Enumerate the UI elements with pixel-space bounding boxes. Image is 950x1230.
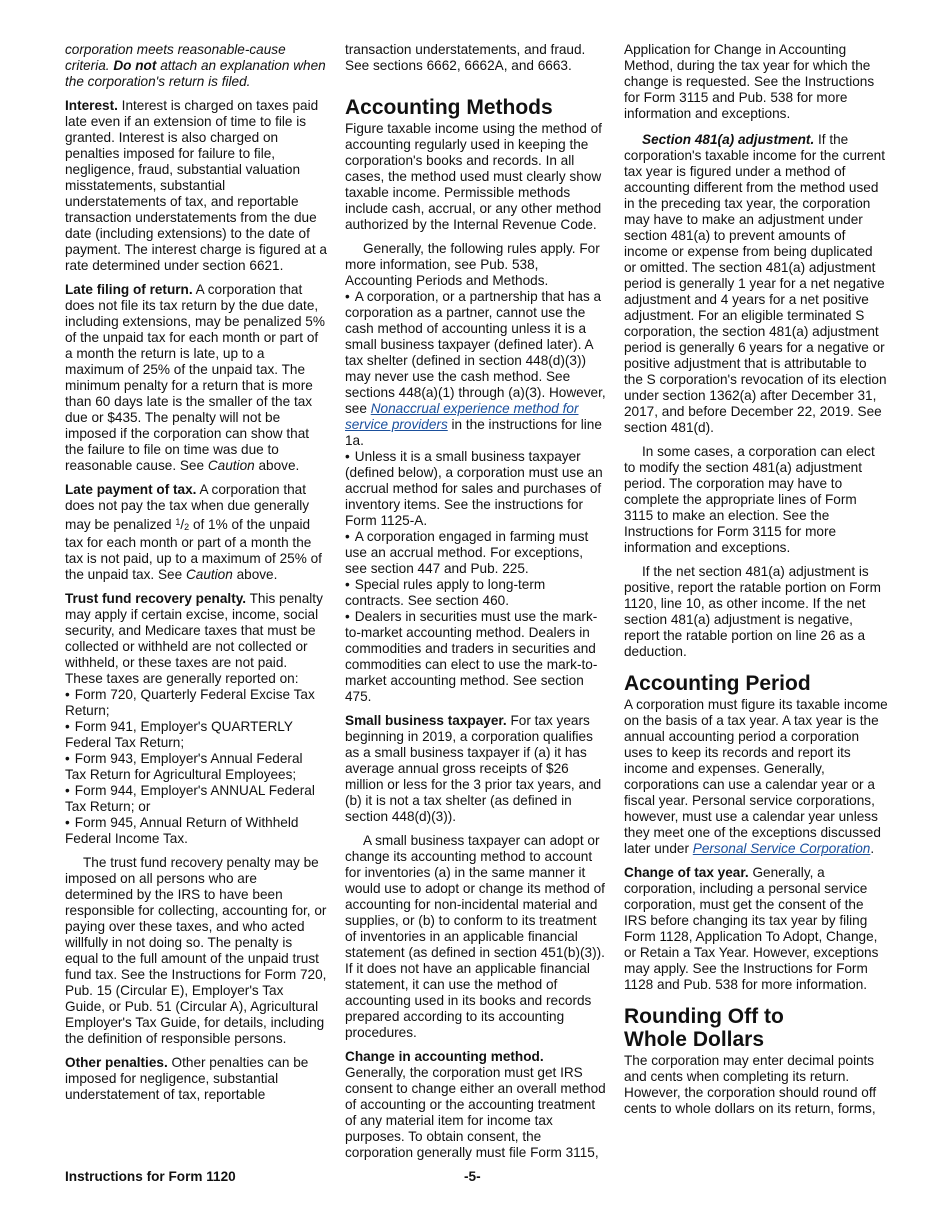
small-business-heading: Small business taxpayer. [345, 713, 507, 728]
interest-heading: Interest. [65, 98, 118, 113]
list-item: • Special rules apply to long-term contracts. See section 460. [345, 577, 607, 609]
accounting-methods-title: Accounting Methods [345, 96, 553, 119]
section-481a-election: In some cases, a corporation can elect to modify the section 481(a) adjustment period. The corporation may have to complete the appropriate lines of Form 3115 to make an election. See the Instructions for Form 3115 for more information and exceptions. [624, 444, 875, 555]
continuation-text: Application for Change in Accounting Method, during the tax year for which the change is requested. See the Instructions for Form 3115 and Pub. 538 for more information and exceptions. [624, 42, 875, 121]
column-right [624, 42, 888, 1125]
methods-rules: Generally, the following rules apply. For more information, see Pub. 538, Accounting Periods and Methods. [345, 241, 600, 288]
list-item: • A corporation, or a partnership that has a corporation as a partner, cannot use the cash method of accounting unless it is a small business taxpayer (defined later). A tax shelter (defined in section 448(d)(3)) may never use the cash method. See sections 448(a)(1) through (a)(3). However, see Nonaccrual experience method for service providers in the instructions for line 1a. [345, 289, 607, 449]
rounding-title: Rounding Off to Whole Dollars [624, 1005, 784, 1051]
personal-service-link[interactable]: Personal Service Corporation [692, 841, 871, 856]
list-item: • Form 944, Employer's ANNUAL Federal Tax Return; or [65, 783, 327, 815]
late-filing-paragraph: Late filing of return. A corporation that does not file its tax return by the due date, including extensions, may be penalized 5% of the unpaid tax for each month or part of a month the return is late, up to a maximum of 25% of the unpaid tax. The minimum penalty for a return that is more than 60 days late is the smaller of the tax due or $435. The penalty will not be imposed if the corporation can show that the failure to file on time was due to reasonable cause. See Caution above. [65, 282, 325, 473]
list-item: • Form 941, Employer's QUARTERLY Federal Tax Return; [65, 719, 327, 751]
nonaccrual-link[interactable]: Nonaccrual experience method for service providers [345, 401, 579, 432]
trust-form-list [65, 687, 327, 847]
methods-intro: Figure taxable income using the method of accounting regularly used in keeping the corporation's books and records. In all cases, the method used must clearly show taxable income. Permissible methods include cash, accrual, or any other method authorized by the Internal Revenue Code. [345, 121, 602, 232]
list-item: • Dealers in securities must use the mark-to-market accounting method. Dealers in commodities and traders in securities and commodities can elect to use the mark-to-market accounting method. See section 475. [345, 609, 607, 705]
footer-form-name: Instructions for Form 1120 [65, 1169, 236, 1184]
trust-fund-detail: The trust fund recovery penalty may be imposed on all persons who are determined by the IRS to have been responsible for collecting, accounting for, or paying over these taxes, and who acted willfully in not doing so. The penalty is equal to the full amount of the unpaid trust fund tax. See the Instructions for Form 720, Pub. 15 (Circular E), Employer's Tax Guide, or Pub. 51 (Circular A), Agricultural Employer's Tax Guide, for details, including the definition of responsible persons. [65, 855, 327, 1046]
list-item: • Unless it is a small business taxpayer (defined below), a corporation must use an accrual method for sales and purchases of inventory items. See the instructions for Form 1125-A. [345, 449, 607, 529]
change-method-paragraph: Change in accounting method. Generally, the corporation must get IRS consent to change either an overall method of accounting or the accounting treatment of any material item for income tax purposes. To obtain consent, the corporation generally must file Form 3115, [345, 1049, 606, 1160]
column-left [65, 42, 327, 1111]
interest-paragraph: Interest. Interest is charged on taxes paid late even if an extension of time to file is granted. Interest is also charged on penalties imposed for failure to file, negligence, fraud, substantial valuation misstatements, substantial understatements of tax, and reportable transaction understatements from the due date (including extensions) to the date of payment. The interest charge is figured at a rate determined under section 6621. [65, 98, 327, 273]
late-payment-heading: Late payment of tax. [65, 482, 197, 497]
late-filing-heading: Late filing of return. [65, 282, 193, 297]
trust-fund-heading: Trust fund recovery penalty. [65, 591, 247, 606]
rounding-body: The corporation may enter decimal points and cents when completing its return. However, the corporation should round off cents to whole dollars on its return, forms, [624, 1053, 877, 1116]
list-item: • A corporation engaged in farming must use an accrual method. For exceptions, see section 447 and Pub. 225. [345, 529, 607, 577]
list-item: • Form 720, Quarterly Federal Excise Tax Return; [65, 687, 327, 719]
list-item: • Form 945, Annual Return of Withheld Federal Income Tax. [65, 815, 327, 847]
page-number: -5- [464, 1169, 481, 1184]
section-481a-reporting: If the net section 481(a) adjustment is positive, report the ratable portion on Form 1120, line 10, as other income. If the net section 481(a) adjustment is negative, report the ratable portion on line 26 as a deduction. [624, 564, 881, 659]
continuation-text: corporation meets reasonable-cause criteria. Do not attach an explanation when the corporation's return is filed. [65, 42, 326, 89]
list-item: • Form 943, Employer's Annual Federal Tax Return for Agricultural Employees; [65, 751, 327, 783]
accounting-period-title: Accounting Period [624, 672, 811, 695]
small-business-paragraph: Small business taxpayer. For tax years beginning in 2019, a corporation qualifies as a small business taxpayer if (a) it has average annual gross receipts of $26 million or less for the 3 prior tax years, and (b) it is not a tax shelter (as defined in section 448(d)(3)). [345, 713, 602, 824]
small-business-detail: A small business taxpayer can adopt or change its accounting method to account for inventories (a) in the same manner it would use to adopt or change its method of accounting for non-incidental material and supplies, or (b) to conform to its treatment of inventories in an applicable financial statement (as defined in section 451(b)(3)). If it does not have an applicable financial statement, it can use the method of accounting used in its books and records prepared according to its accounting procedures. [345, 833, 605, 1040]
change-method-heading: Change in accounting method. [345, 1049, 544, 1064]
other-penalties-paragraph: Other penalties. Other penalties can be imposed for negligence, substantial understatement of tax, reportable [65, 1055, 309, 1102]
trust-fund-paragraph: Trust fund recovery penalty. This penalty may apply if certain excise, income, social security, and Medicare taxes that must be collected or withheld are not collected or withheld, or these taxes are not paid. These taxes are generally reported on: [65, 591, 323, 686]
section-481a-paragraph: Section 481(a) adjustment. If the corporation's taxable income for the current tax year is figured under a method of accounting different from the method used in the preceding tax year, the corporation may have to make an adjustment under section 481(a) to prevent amounts of income or expense from being duplicated or omitted. The section 481(a) adjustment period is generally 1 year for a net negative adjustment and 4 years for a net positive adjustment. For an eligible terminated S corporation, the section 481(a) adjustment period is generally 6 years for a negative or positive adjustment that is attributable to the S corporation's revocation of its election under section 1362(a) after December 31, 2017, and before December 22, 2019. See section 481(d). [624, 132, 887, 435]
section-481a-heading: Section 481(a) adjustment. [642, 132, 815, 147]
other-penalties-heading: Other penalties. [65, 1055, 168, 1070]
accounting-period-body: A corporation must figure its taxable income on the basis of a tax year. A tax year is the annual accounting period a corporation uses to keep its records and report its income and expenses. Generally, corporations can use a calendar year or a fiscal year. Personal service corporations, however, must use a calendar year unless they meet one of the exceptions discussed later under Personal Service Corporation. [624, 697, 888, 856]
continuation-text: transaction understatements, and fraud. See sections 6662, 6662A, and 6663. [345, 42, 586, 73]
late-payment-paragraph: Late payment of tax. A corporation that does not pay the tax when due generally may be penalized $^1/_2$ of 1% of the unpaid tax for each month or part of a month the tax is not paid, up to a maximum of 25% of the unpaid tax. See Caution above. [65, 482, 322, 582]
column-middle [345, 42, 607, 1169]
change-tax-year-heading: Change of tax year. [624, 865, 749, 880]
change-tax-year-paragraph: Change of tax year. Generally, a corporation, including a personal service corporation, must get the consent of the IRS before changing its tax year by filing Form 1128, Application To Adopt, Change, or Retain a Tax Year. However, exceptions may apply. See the Instructions for Form 1128 and Pub. 538 for more information. [624, 865, 879, 992]
